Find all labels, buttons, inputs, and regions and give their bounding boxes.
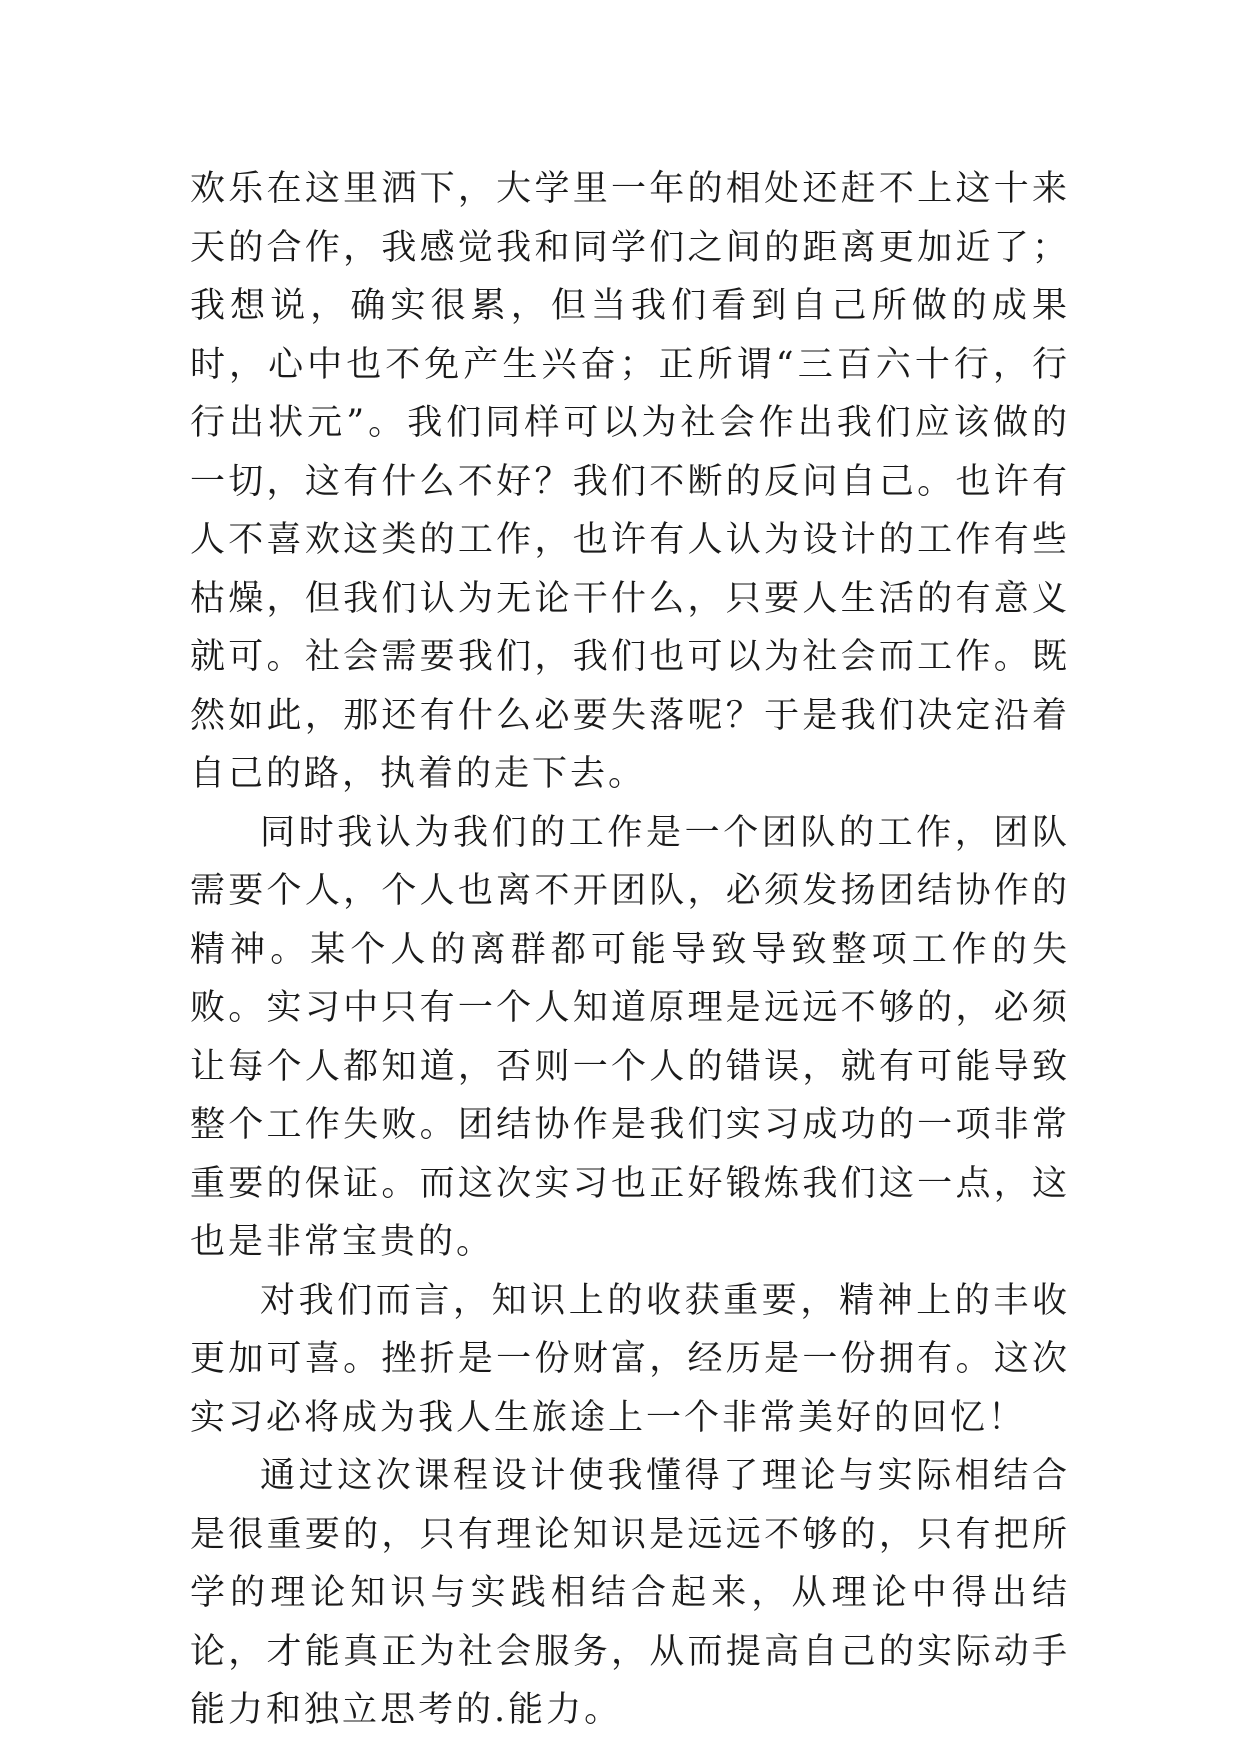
paragraph-2: 同时我认为我们的工作是一个团队的工作，团队需要个人，个人也离不开团队，必须发扬团结协作的精神。某个人的离群都可能导致导致整项工作的失败。实习中只有一个人知道原理是远远不够的，必须让每个人都知道，否则一个人的错误，就有可能导致整个工作失败。团结协作是我们实习成功的一项非常重要的保证。而这次实习也正好锻炼我们这一点，这也是非常宝贵的。 [190, 812, 1070, 1262]
paragraph-4: 通过这次课程设计使我懂得了理论与实际相结合是很重要的，只有理论知识是远远不够的，只有把所学的理论知识与实践相结合起来，从理论中得出结论，才能真正为社会服务，从而提高自己的实际动手能力和独立思考的.能力。 [190, 1456, 1070, 1730]
document-body [190, 160, 1070, 1740]
paragraph-3: 对我们而言，知识上的收获重要，精神上的丰收更加可喜。挫折是一份财富，经历是一份拥有。这次实习必将成为我人生旅途上一个非常美好的回忆！ [190, 1280, 1070, 1438]
paragraph-1: 欢乐在这里洒下，大学里一年的相处还赶不上这十来天的合作，我感觉我和同学们之间的距离更加近了；我想说，确实很累，但当我们看到自己所做的成果时，心中也不免产生兴奋；正所谓“三百六十行，行行出状元”。我们同样可以为社会作出我们应该做的一切，这有什么不好？我们不断的反问自己。也许有人不喜欢这类的工作，也许有人认为设计的工作有些枯燥，但我们认为无论干什么，只要人生活的有意义就可。社会需要我们，我们也可以为社会而工作。既然如此，那还有什么必要失落呢？于是我们决定沿着自己的路，执着的走下去。 [190, 169, 1070, 794]
